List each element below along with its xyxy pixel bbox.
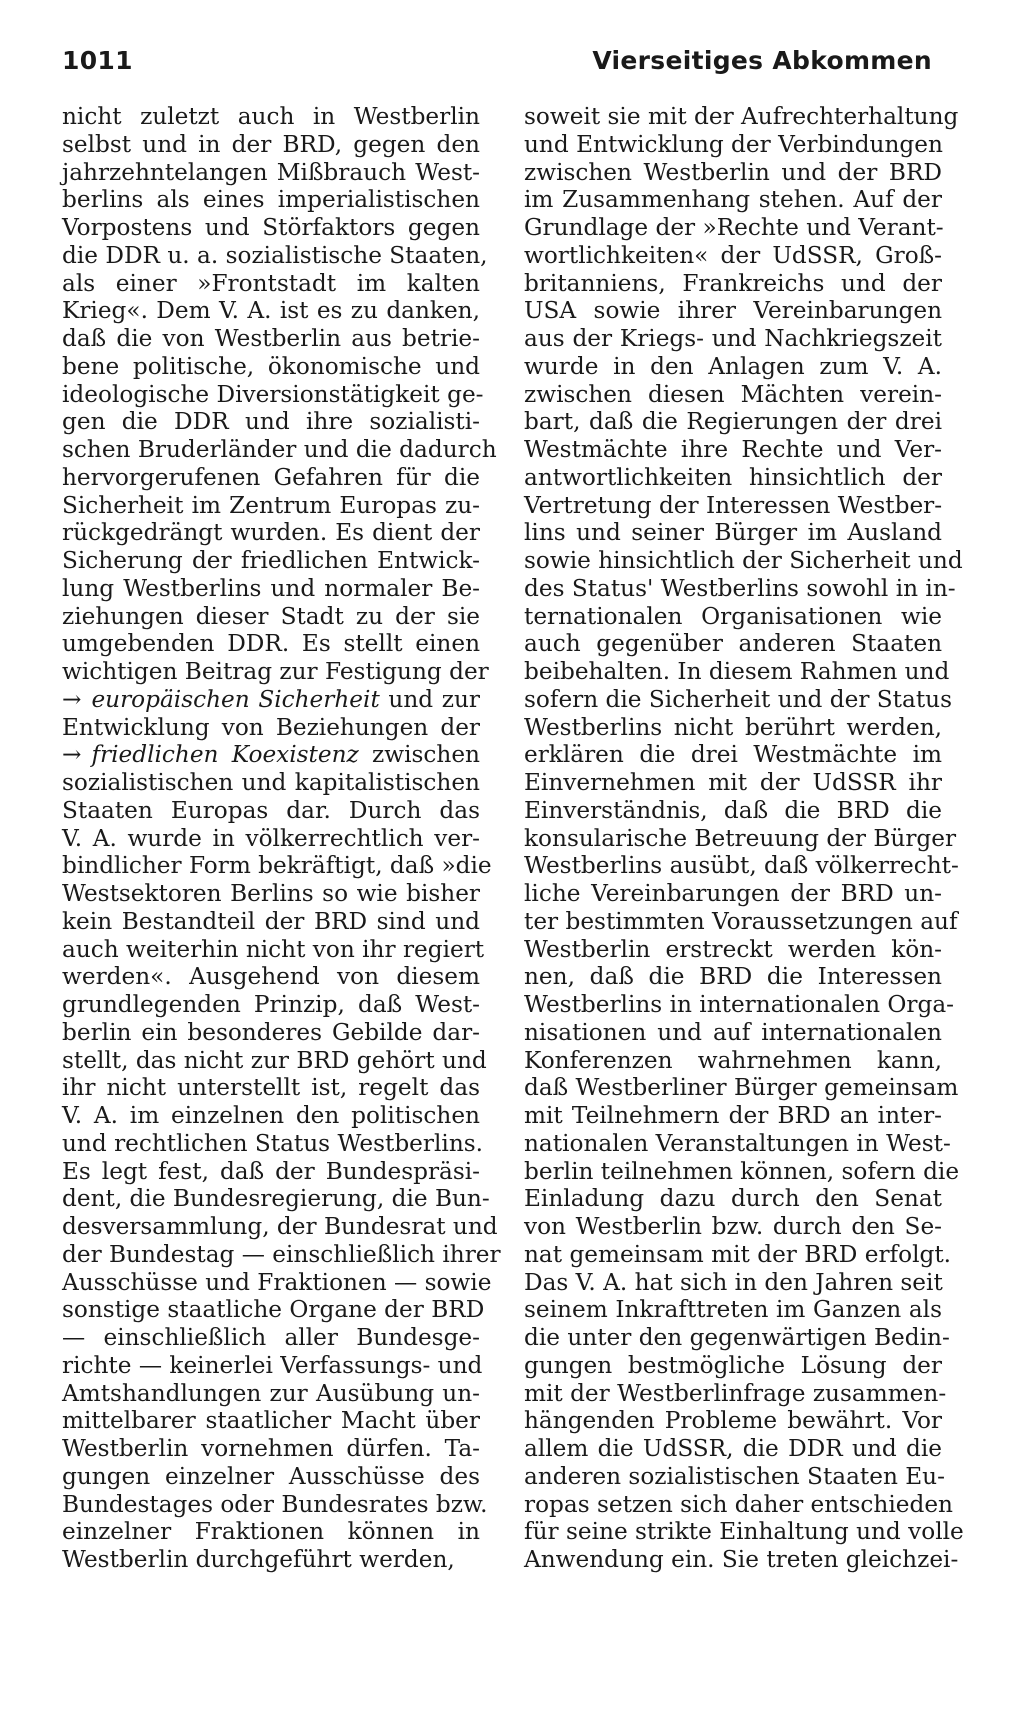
text-line (524, 824, 957, 853)
text-line (62, 353, 480, 381)
line-text: Entwicklung von Beziehungen der (62, 713, 480, 741)
line-text: gungen einzelner Ausschüsse des (62, 1462, 480, 1490)
text-line (524, 769, 942, 797)
line-text: die unter den gegenwärtigen Bedin- (524, 1324, 950, 1351)
text-line (524, 1518, 964, 1546)
text-line (524, 464, 942, 492)
text-line (524, 658, 950, 686)
line-text: berlin teilnehmen können, sofern die (524, 1157, 960, 1185)
text-line (62, 1380, 480, 1408)
line-text: ziehungen dieser Stadt zu der sie (62, 602, 480, 630)
line-text: Bundestages oder Bundesrates bzw. (62, 1490, 488, 1518)
text-line (524, 1074, 959, 1102)
text-line (62, 1546, 480, 1574)
text-line (524, 270, 942, 298)
line-text: Staaten Europas dar. Durch das (62, 796, 480, 824)
text-line (524, 547, 963, 575)
line-text: Westberlin vornehmen dürfen. Ta- (62, 1435, 480, 1462)
line-text: schen Bruderländer und die dadurch (62, 436, 497, 463)
line-text: sonstige staatliche Organe der BRD (62, 1296, 485, 1324)
line-text: Westberlin erstreckt werden kön- (524, 935, 942, 963)
line-text: selbst und in der BRD, gegen den (62, 130, 480, 158)
text-line (524, 408, 942, 436)
line-text: lung Westberlins und normaler Be- (62, 574, 480, 602)
text-line (62, 1296, 485, 1324)
line-text: einzelner Fraktionen können in (62, 1518, 480, 1546)
text-line (524, 492, 942, 520)
line-text: sowie hinsichtlich der Sicherheit und (524, 547, 963, 574)
text-line (62, 1324, 480, 1352)
line-text: Einverständnis, daß die BRD die (524, 796, 942, 824)
text-line (524, 630, 942, 658)
line-text: des Status' Westberlins sowohl in in- (524, 574, 956, 602)
line-text: Westberlins in internationalen Orga- (524, 991, 955, 1018)
text-line (524, 741, 942, 769)
text-line (524, 1129, 951, 1158)
text-line (62, 464, 480, 492)
line-text: wortlichkeiten« der UdSSR, Groß- (524, 241, 942, 269)
left-text-column (62, 103, 501, 1574)
line-text: bene politische, ökonomische und (62, 352, 480, 380)
text-line (524, 1240, 952, 1269)
text-line (62, 1490, 488, 1519)
text-line (524, 1435, 942, 1463)
text-line (62, 1268, 492, 1297)
line-text: der Bundestag — einschließlich ihrer (62, 1240, 501, 1268)
text-line (62, 1213, 498, 1241)
line-text: mittelbarer staatlicher Macht über (62, 1407, 480, 1435)
text-line (62, 103, 480, 131)
line-text: daß die von Westberlin aus betrie- (62, 325, 480, 352)
cross-reference-arrow-icon: → (62, 685, 82, 713)
line-text: berlins als eines imperialistischen (62, 186, 480, 214)
line-text: nationalen Veranstaltungen in West- (524, 1129, 951, 1157)
text-line (62, 630, 480, 658)
text-line (524, 519, 942, 547)
line-text: kein Bestandteil der BRD sind und (62, 907, 480, 935)
text-line (524, 1546, 959, 1574)
text-line (524, 852, 959, 880)
running-head: Vierseitiges Abkommen (592, 46, 932, 75)
line-text: richte — keinerlei Verfassungs- und (62, 1351, 483, 1379)
line-text: Konferenzen wahrnehmen kann, (524, 1046, 942, 1074)
text-line (62, 991, 480, 1019)
text-line (524, 436, 942, 464)
text-line (524, 714, 942, 742)
line-text: Vorpostens und Störfaktors gegen (62, 214, 480, 241)
text-line (62, 325, 480, 353)
line-text: Westberlins nicht berührt werden, (524, 713, 942, 741)
text-line (62, 603, 480, 631)
line-text: bart, daß die Regierungen der drei (524, 408, 942, 436)
text-line (62, 797, 480, 825)
text-line (62, 935, 485, 964)
text-line (524, 297, 942, 325)
line-text: für seine strikte Einhaltung und volle (524, 1518, 964, 1546)
line-text: stellt, das nicht zur BRD gehört und (62, 1046, 487, 1074)
text-line (524, 381, 942, 409)
text-line (62, 1351, 483, 1380)
text-line (62, 1046, 487, 1075)
line-text: Einladung dazu durch den Senat (524, 1185, 942, 1213)
text-line (524, 186, 942, 214)
line-text: Einvernehmen mit der UdSSR ihr (524, 769, 942, 796)
line-text: werden«. Ausgehend von diesem (62, 963, 480, 991)
line-text: ternationalen Organisationen wie (524, 602, 942, 630)
text-line (62, 241, 488, 270)
line-text: britanniens, Frankreichs und der (524, 269, 942, 297)
line-text: Krieg«. Dem V. A. ist es zu danken, (62, 297, 480, 325)
text-line (62, 1240, 501, 1269)
line-text: hervorgerufenen Gefahren für die (62, 463, 480, 491)
page-number: 1011 (62, 46, 133, 75)
line-text: dent, die Bundesregierung, die Bun- (62, 1185, 490, 1213)
line-text: desversammlung, der Bundesrat und (62, 1213, 498, 1240)
line-text: sozialistischen und kapitalistischen (62, 769, 480, 796)
line-text: soweit sie mit der Aufrechterhaltung (524, 103, 959, 130)
text-line (524, 880, 942, 908)
cross-reference-term: friedlichen Koexistenz (91, 741, 359, 769)
text-line (62, 1518, 480, 1546)
text-line (62, 159, 480, 187)
text-line (62, 186, 480, 214)
text-line (524, 603, 942, 631)
line-text: anderen sozialistischen Staaten Eu- (524, 1462, 945, 1490)
line-text: Westberlin durchgeführt werden, (62, 1546, 455, 1573)
text-line (524, 1352, 942, 1380)
text-line (62, 769, 480, 797)
line-text: sofern die Sicherheit und der Status (524, 685, 952, 713)
line-text: Vertretung der Interessen Westber- (524, 491, 943, 519)
text-line (524, 159, 942, 187)
line-text: erklären die drei Westmächte im (524, 741, 942, 769)
text-line (62, 963, 480, 991)
page-header (62, 46, 932, 86)
text-line (524, 685, 952, 714)
text-line (62, 1407, 480, 1435)
line-text: Westberlins ausübt, daß völkerrecht- (524, 852, 959, 880)
line-text: zwischen (358, 741, 480, 769)
line-text: gungen bestmögliche Lösung der (524, 1351, 942, 1379)
text-line (62, 408, 480, 436)
line-text: und Entwicklung der Verbindungen (524, 130, 943, 158)
line-text: liche Vereinbarungen der BRD un- (524, 880, 942, 907)
text-line (524, 1269, 942, 1297)
text-line (62, 214, 480, 242)
text-line (62, 741, 480, 769)
text-line (524, 242, 942, 270)
line-text: nicht zuletzt auch in Westberlin (62, 103, 480, 130)
line-text: Sicherheit im Zentrum Europas zu- (62, 491, 480, 519)
line-text: mit Teilnehmern der BRD an inter- (524, 1102, 942, 1129)
text-line (524, 1324, 950, 1352)
text-line (62, 575, 480, 603)
text-line (524, 574, 956, 603)
text-line (524, 1462, 945, 1491)
text-line (62, 714, 480, 742)
text-line (62, 1185, 490, 1213)
text-line (62, 686, 480, 714)
line-text: Westmächte ihre Rechte und Ver- (524, 436, 942, 463)
text-line (524, 1213, 942, 1241)
text-line (524, 325, 942, 353)
line-text: im Zusammenhang stehen. Auf der (524, 186, 942, 214)
line-text: und rechtlichen Status Westberlins. (62, 1129, 484, 1157)
line-text: mit der Westberlinfrage zusammen- (524, 1379, 947, 1407)
text-line (524, 936, 942, 964)
text-line (524, 907, 958, 936)
text-line (62, 852, 492, 880)
cross-reference-arrow-icon: → (62, 741, 82, 769)
text-line (62, 1019, 480, 1047)
line-text: Grundlage der »Rechte und Verant- (524, 214, 944, 241)
line-text: nat gemeinsam mit der BRD erfolgt. (524, 1240, 952, 1268)
text-line (62, 436, 497, 464)
line-text: Anwendung ein. Sie treten gleichzei- (524, 1546, 959, 1573)
text-line (62, 547, 480, 575)
text-line (62, 1129, 484, 1158)
line-text: und zur (379, 685, 480, 713)
line-text: V. A. wurde in völkerrechtlich ver- (62, 824, 480, 852)
line-text: beibehalten. In diesem Rahmen und (524, 658, 950, 685)
text-line (62, 908, 480, 936)
line-text: hängenden Probleme bewährt. Vor (524, 1407, 942, 1435)
line-text: umgebenden DDR. Es stellt einen (62, 630, 480, 658)
text-line (524, 1019, 942, 1047)
text-line (524, 963, 942, 991)
line-text: auch weiterhin nicht von ihr regiert (62, 935, 485, 963)
line-text: jahrzehntelangen Mißbrauch West- (62, 158, 480, 186)
text-line (62, 1435, 480, 1463)
text-line (524, 1296, 942, 1324)
line-text: ter bestimmten Voraussetzungen auf (524, 907, 958, 935)
line-text: ropas setzen sich daher entschieden (524, 1490, 953, 1518)
text-line (62, 297, 480, 325)
text-line (524, 1047, 942, 1075)
line-text: berlin ein besonderes Gebilde dar- (62, 1018, 480, 1046)
line-text: Ausschüsse und Fraktionen — sowie (62, 1268, 492, 1296)
line-text: Amtshandlungen zur Ausübung un- (62, 1379, 480, 1407)
line-text: Das V. A. hat sich in den Jahren seit (524, 1268, 943, 1296)
line-text: antwortlichkeiten hinsichtlich der (524, 463, 942, 491)
text-line (524, 1407, 942, 1435)
line-text: V. A. im einzelnen den politischen (62, 1102, 480, 1129)
line-text: rückgedrängt wurden. Es dient der (62, 519, 480, 547)
text-line (524, 1379, 947, 1408)
right-text-column (524, 103, 964, 1574)
text-line (524, 1102, 942, 1130)
line-text: die DDR u. a. sozialistische Staaten, (62, 241, 488, 269)
line-text: wurde in den Anlagen zum V. A. (524, 352, 942, 380)
text-line (62, 1074, 480, 1102)
line-text: als einer »Frontstadt im kalten (62, 269, 480, 297)
line-text: grundlegenden Prinzip, daß West- (62, 991, 480, 1018)
line-text: gen die DDR und ihre sozialisti- (62, 408, 480, 436)
line-text: zwischen Westberlin und der BRD (524, 158, 942, 186)
cross-reference-term: europäischen Sicherheit (91, 685, 380, 713)
text-line (524, 353, 942, 381)
text-line (524, 131, 942, 159)
text-line (62, 880, 480, 908)
line-text: daß Westberliner Bürger gemeinsam (524, 1074, 959, 1102)
line-text: zwischen diesen Mächten verein- (524, 380, 942, 408)
text-line (62, 658, 489, 686)
line-text: Es legt fest, daß der Bundespräsi- (62, 1157, 480, 1185)
text-line (524, 1185, 942, 1213)
line-text: nisationen und auf internationalen (524, 1018, 942, 1046)
text-line (524, 797, 942, 825)
text-line (524, 103, 959, 131)
text-line (62, 519, 480, 547)
line-text: ihr nicht unterstellt ist, regelt das (62, 1074, 480, 1102)
line-text: seinem Inkrafttreten im Ganzen als (524, 1296, 942, 1324)
text-line (62, 1463, 480, 1491)
text-line (62, 131, 480, 159)
line-text: nen, daß die BRD die Interessen (524, 963, 942, 991)
line-text: USA sowie ihrer Vereinbarungen (524, 297, 942, 325)
line-text: Westsektoren Berlins so wie bisher (62, 880, 480, 907)
text-line (62, 1158, 480, 1186)
line-text: lins und seiner Bürger im Ausland (524, 519, 942, 547)
text-line (62, 825, 480, 853)
text-line (524, 1157, 960, 1186)
text-line (62, 270, 480, 298)
text-line (524, 214, 942, 242)
line-text: auch gegenüber anderen Staaten (524, 630, 942, 658)
line-text: aus der Kriegs- und Nachkriegszeit (524, 325, 942, 352)
text-line (62, 492, 480, 520)
line-text: bindlicher Form bekräftigt, daß »die (62, 852, 492, 880)
text-line (524, 991, 955, 1019)
line-text: — einschließlich aller Bundesge- (62, 1324, 480, 1351)
line-text: Sicherung der friedlichen Entwick- (62, 547, 480, 574)
line-text: wichtigen Beitrag zur Festigung der (62, 658, 489, 685)
text-line (62, 380, 484, 409)
text-line (524, 1490, 953, 1519)
text-line (62, 1102, 480, 1130)
line-text: konsularische Betreuung der Bürger (524, 824, 957, 852)
line-text: ideologische Diversionstätigkeit ge- (62, 380, 484, 408)
line-text: allem die UdSSR, die DDR und die (524, 1435, 942, 1462)
line-text: von Westberlin bzw. durch den Se- (524, 1213, 942, 1240)
